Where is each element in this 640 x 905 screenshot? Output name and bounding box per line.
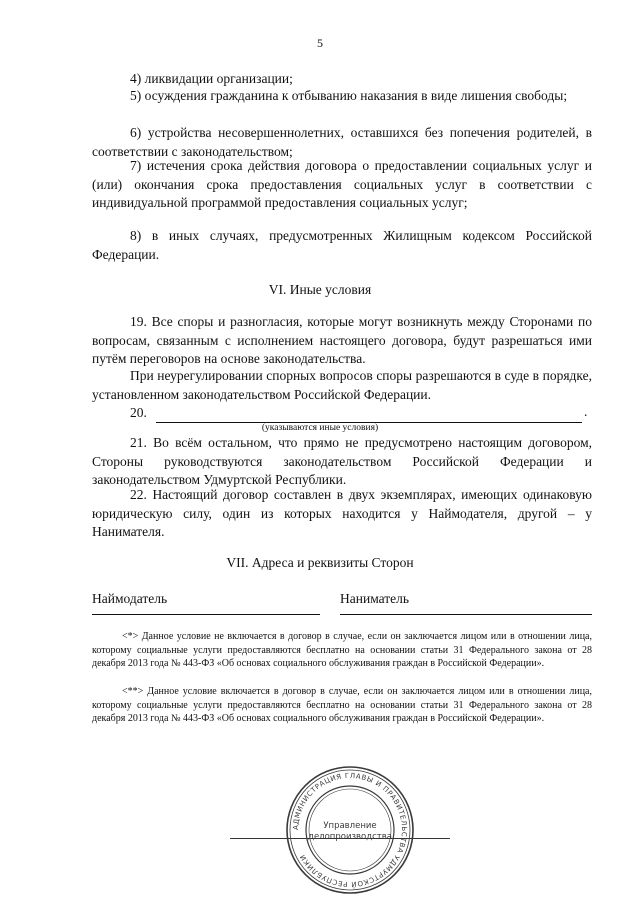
section-7-title: VII. Адреса и реквизиты Сторон [226,555,414,570]
clause-21: 21. Во всём остальном, что прямо не предусмотрено настоящим договором, Стороны руководствуются законодательством Российской Федерации и законодательством Удмуртской Республики. [92,435,592,487]
landlord-signature-line [92,614,320,615]
clause-20-number: 20. [130,405,147,420]
landlord-label: Наймодатель [92,591,168,606]
clause-20-end: . [584,404,588,419]
footnote-2: <**> Данное условие включается в договор в случае, если он заключается лицом или в отношении лица, которому социальные услуги предоставляются бесплатно на основании статьи 31 Федерального закона от 28 декабря 2013 года № 443-ФЗ «Об основах социального обслуживания граждан в Российской Федерации». [92,686,592,724]
stamp-line-2: делопроизводства [308,832,392,842]
list-item-7: 7) истечения срока действия договора о предоставлении социальных услуг и (или) окончания срока предоставления социальных услуг в соответствии с индивидуальной программой предоставления социальных услуг; [92,158,592,210]
list-item-5: 5) осуждения гражданина к отбыванию наказания в виде лишения свободы; [130,88,568,103]
section-6-title: VI. Иные условия [268,282,372,297]
stamp-line-1: Управление [323,821,377,831]
footnote-1: <*> Данное условие не включается в договор в случае, если он заключается лицом или в отношении лица, которому социальные услуги предоставляются бесплатно на основании статьи 31 Федерального закона от 28 декабря 2013 года № 443-ФЗ «Об основах социального обслуживания граждан в Российской Федерации». [92,631,592,669]
clause-20-hint: (указываются иные условия) [261,423,379,433]
stamp-ring-text: АДМИНИСТРАЦИЯ ГЛАВЫ И ПРАВИТЕЛЬСТВА УДМУРТСКОЙ РЕСПУБЛИКИ [291,771,409,889]
tenant-label: Наниматель [340,591,410,606]
clause-22: 22. Настоящий договор составлен в двух экземплярах, имеющих одинаковую юридическую силу, один из которых находится у Наймодателя, другой – у Нанимателя. [92,487,592,539]
tenant-signature-line [340,614,592,615]
clause-19-second-paragraph: При неурегулировании спорных вопросов споры разрешаются в суде в порядке, установленном законодательством Российской Федерации. [92,368,592,402]
list-item-4: 4) ликвидации организации; [130,71,293,86]
list-item-6: 6) устройства несовершеннолетних, оставшихся без попечения родителей, в соответствии с законодательством; [92,125,592,159]
clause-19: 19. Все споры и разногласия, которые могут возникнуть между Сторонами по вопросам, связанным с исполнением настоящего договора, будут разрешаться ими путём переговоров на основе законодательства. [92,314,592,366]
list-item-8: 8) в иных случаях, предусмотренных Жилищным кодексом Российской Федерации. [92,228,592,262]
page-number: 5 [317,36,323,50]
official-stamp-seal [284,764,416,896]
